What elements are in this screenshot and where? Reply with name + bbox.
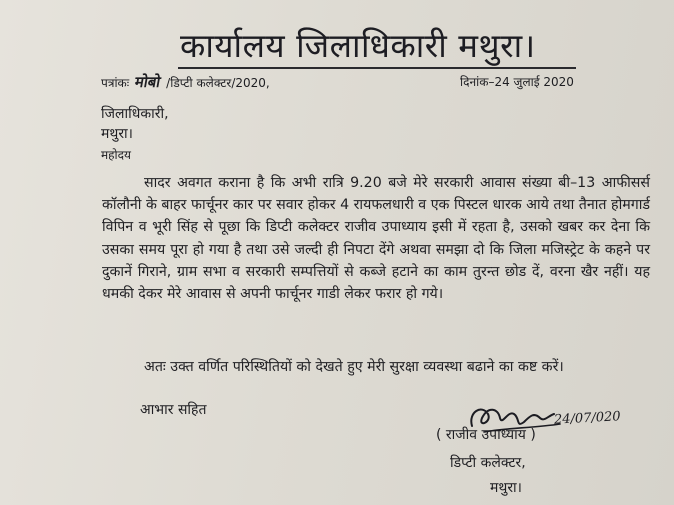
office-title: कार्यालय जिलाधिकारी मथुरा। <box>180 26 536 65</box>
addressee-line-2: मथुरा। <box>101 126 133 142</box>
reference-handwritten: मोबो <box>133 73 162 91</box>
salutation: महोदय <box>101 148 131 162</box>
signatory-place: मथुरा। <box>490 480 522 496</box>
body-paragraph-1-text: सादर अवगत कराना है कि अभी रात्रि 9.20 बजे मेरे सरकारी आवास संख्या बी–13 आफीसर्स कॉलौनी के बाहर फार्चूनर कार पर सवार होकर 4 रायफलधारी व एक पिस्टल धारक आये तथा तैनात होमगार्ड विपिन व भूरी सिंह से पूछा कि डिप्टी कलेक्टर राजीव उपाध्याय इसी में रहता है, उसको खबर कर देना कि उसका समय पूरा हो गया है तथा उसे जल्दी ही निपटा देंगे अथवा समझा दो कि जिला मजिस्ट्रेट के कहने पर दुकानें गिराने, ग्राम सभा व सरकारी सम्पत्तियों से कब्जे हटाने का काम तुरन्त छोड दें, वरना खैर नहीं। यह धमकी देकर मेरे आवास से अपनी फार्चूनर गाडी लेकर फरार हो गये। <box>102 175 650 303</box>
closing-phrase: आभार सहित <box>140 402 207 418</box>
body-paragraph-2 <box>102 356 650 378</box>
signature-date: 24/07/020 <box>553 409 622 428</box>
signatory-designation: डिप्टी कलेक्टर, <box>450 455 526 471</box>
body-paragraph-1 <box>102 172 650 305</box>
reference-suffix: /डिप्टी कलेक्टर/2020, <box>166 76 270 90</box>
reference-number <box>101 72 270 92</box>
signature-block <box>436 398 636 502</box>
signatory-name: ( राजीव उपाध्याय ) <box>436 427 536 443</box>
title-underline <box>178 67 576 69</box>
addressee-line-1: जिलाधिकारी, <box>101 106 169 122</box>
reference-label: पत्रांकः <box>101 76 130 90</box>
letter-date: दिनांक–24 जुलाई 2020 <box>460 75 574 89</box>
body-paragraph-2-text: अतः उक्त वर्णित परिस्थितियों को देखते हुए मेरी सुरक्षा व्यवस्था बढाने का कष्ट करें। <box>144 359 564 375</box>
